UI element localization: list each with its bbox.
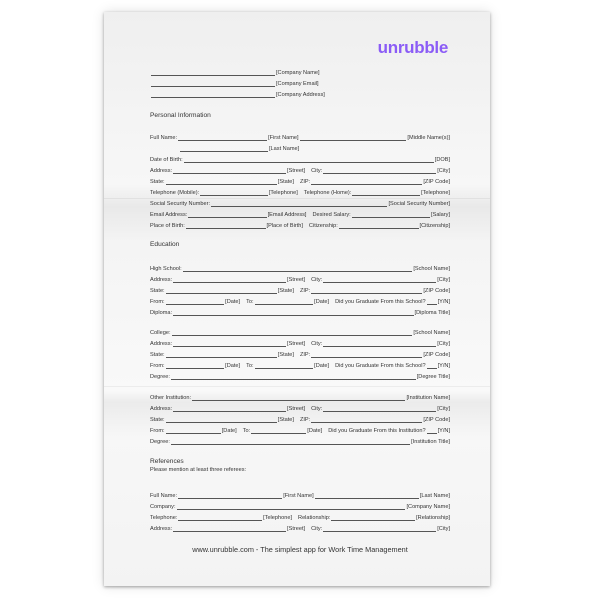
diploma-title-placeholder: [Diploma Title] <box>414 310 450 316</box>
graduate-question: Did you Graduate From this School? <box>335 363 426 369</box>
to-blank[interactable] <box>251 428 306 434</box>
middle-name-label: [Middle Name(s)] <box>407 135 450 141</box>
zip-blank[interactable] <box>311 417 422 423</box>
institution-blank[interactable] <box>192 395 405 401</box>
middle-name-blank[interactable] <box>300 135 407 141</box>
ssn-blank[interactable] <box>211 201 387 207</box>
inst-address-row <box>150 403 450 412</box>
citizenship-blank[interactable] <box>339 223 419 229</box>
full-name-label: Full Name: <box>150 135 178 141</box>
telephone-label: Telephone: <box>150 515 178 521</box>
pob-blank[interactable] <box>186 223 266 229</box>
telephone-blank[interactable] <box>178 515 262 521</box>
dob-blank[interactable] <box>184 157 434 163</box>
city-label: City: <box>311 277 323 283</box>
telephone-placeholder: [Telephone] <box>263 515 293 521</box>
citizenship-label: Citizenship: <box>308 223 338 229</box>
company-name-row <box>150 67 450 76</box>
city-placeholder: [City] <box>437 277 450 283</box>
relationship-label: Relationship: <box>298 515 331 521</box>
street-label: [Street] <box>287 168 306 174</box>
zip-blank[interactable] <box>311 179 422 185</box>
email-blank[interactable] <box>188 212 266 218</box>
tel-home-placeholder: [Telephone] <box>421 190 450 196</box>
ssn-placeholder: [Social Security Number] <box>388 201 450 207</box>
inst-dates-row <box>150 425 450 434</box>
company-blank[interactable] <box>177 504 406 510</box>
zip-label: ZIP: <box>299 288 311 294</box>
ssn-label: Social Security Number: <box>150 201 210 207</box>
city-placeholder: [City] <box>437 406 450 412</box>
state-label: State: <box>150 288 165 294</box>
street-label: [Street] <box>287 277 306 283</box>
company-address-row <box>150 89 450 98</box>
relationship-placeholder: [Relationship] <box>416 515 450 521</box>
high-school-blank[interactable] <box>183 266 413 272</box>
full-name-label: Full Name: <box>150 493 178 499</box>
from-blank[interactable] <box>166 428 221 434</box>
other-institution-row <box>150 392 450 401</box>
company-address-label: [Company Address] <box>276 92 325 98</box>
zip-placeholder: [ZIP Code] <box>423 417 451 423</box>
full-name-row <box>150 132 450 141</box>
yn-placeholder: [Y/N] <box>437 299 450 305</box>
paper-fold <box>104 386 490 387</box>
address-label: Address: <box>150 406 173 412</box>
street-blank[interactable] <box>173 277 286 283</box>
salary-placeholder: [Salary] <box>431 212 450 218</box>
salary-label: Desired Salary: <box>312 212 351 218</box>
address-row <box>150 165 450 174</box>
pob-row <box>150 220 450 229</box>
date-placeholder: [Date] <box>314 363 330 369</box>
graduate-question: Did you Graduate From this Institution? <box>328 428 426 434</box>
graduate-blank[interactable] <box>427 428 437 434</box>
last-name-label: [Last Name] <box>419 493 450 499</box>
company-name-blank[interactable] <box>151 70 275 76</box>
institution-name-placeholder: [Institution Name] <box>406 395 450 401</box>
company-email-blank[interactable] <box>151 81 275 87</box>
diploma-label: Diploma: <box>150 310 173 316</box>
to-label: To: <box>242 428 251 434</box>
first-name-label: [First Name] <box>268 135 299 141</box>
diploma-blank[interactable] <box>173 310 413 316</box>
date-placeholder: [Date] <box>307 428 323 434</box>
institution-title-placeholder: [Institution Title] <box>411 439 450 445</box>
email-salary-row <box>150 209 450 218</box>
company-email-label: [Company Email] <box>276 81 319 87</box>
state-placeholder: [State] <box>277 417 294 423</box>
street-blank[interactable] <box>173 526 286 532</box>
street-label: [Street] <box>287 406 306 412</box>
zip-blank[interactable] <box>311 352 422 358</box>
city-blank[interactable] <box>323 526 436 532</box>
tel-mobile-label: Telephone (Mobile): <box>150 190 200 196</box>
education-heading: Education <box>150 241 180 248</box>
from-label: From: <box>150 363 165 369</box>
degree-title-placeholder: [Degree Title] <box>416 374 450 380</box>
company-name-label: [Company Name] <box>276 70 320 76</box>
street-label: [Street] <box>287 526 306 532</box>
references-note-row <box>150 464 450 473</box>
from-blank[interactable] <box>166 363 225 369</box>
degree-blank[interactable] <box>171 439 410 445</box>
inst-state-row <box>150 414 450 423</box>
city-placeholder: [City] <box>437 341 450 347</box>
dob-label: Date of Birth: <box>150 157 183 163</box>
personal-info-heading: Personal Information <box>150 112 211 119</box>
state-blank[interactable] <box>166 417 277 423</box>
city-placeholder: [City] <box>437 526 450 532</box>
last-name-blank[interactable] <box>180 146 268 152</box>
first-name-blank[interactable] <box>178 135 267 141</box>
city-blank[interactable] <box>323 406 436 412</box>
state-placeholder: [State] <box>277 288 294 294</box>
ref-company-row <box>150 501 450 510</box>
city-label: City: <box>311 341 323 347</box>
graduate-question: Did you Graduate From this School? <box>335 299 426 305</box>
college-address-row <box>150 338 450 347</box>
graduate-blank[interactable] <box>427 363 437 369</box>
form-page <box>104 12 490 586</box>
from-blank[interactable] <box>166 299 225 305</box>
from-label: From: <box>150 299 165 305</box>
company-address-blank[interactable] <box>151 92 275 98</box>
email-placeholder: [Email Address] <box>267 212 307 218</box>
high-school-row <box>150 263 450 272</box>
last-name-row <box>150 143 450 152</box>
state-blank[interactable] <box>166 352 277 358</box>
ssn-row <box>150 198 450 207</box>
dob-row <box>150 154 450 163</box>
zip-placeholder: [ZIP Code] <box>423 352 451 358</box>
to-label: To: <box>246 299 254 305</box>
brand-logo: unrubble <box>377 38 448 57</box>
city-placeholder: [City] <box>437 168 450 174</box>
relationship-blank[interactable] <box>331 515 415 521</box>
to-blank[interactable] <box>255 299 314 305</box>
state-label: State: <box>150 352 165 358</box>
tel-home-label: Telephone (Home): <box>303 190 352 196</box>
zip-placeholder: [ZIP Code] <box>423 179 451 185</box>
yn-placeholder: [Y/N] <box>437 363 450 369</box>
hs-state-row <box>150 285 450 294</box>
address-label: Address: <box>150 526 173 532</box>
college-dates-row <box>150 360 450 369</box>
zip-blank[interactable] <box>311 288 422 294</box>
other-institution-label: Other Institution: <box>150 395 192 401</box>
date-placeholder: [Date] <box>221 428 237 434</box>
state-label: State: <box>150 179 165 185</box>
company-label: Company: <box>150 504 176 510</box>
tel-home-blank[interactable] <box>352 190 420 196</box>
dob-placeholder: [DOB] <box>434 157 450 163</box>
hs-dates-row <box>150 296 450 305</box>
ref-telephone-row <box>150 512 450 521</box>
state-row <box>150 176 450 185</box>
degree-label: Degree: <box>150 374 170 380</box>
references-note: Please mention at least three referees: <box>150 467 247 473</box>
pob-placeholder: [Place of Birth] <box>266 223 303 229</box>
degree-blank[interactable] <box>171 374 416 380</box>
last-name-blank[interactable] <box>315 493 419 499</box>
city-label: City: <box>311 168 323 174</box>
tel-mobile-placeholder: [Telephone] <box>268 190 298 196</box>
city-blank[interactable] <box>323 277 436 283</box>
hs-address-row <box>150 274 450 283</box>
state-placeholder: [State] <box>277 352 294 358</box>
graduate-blank[interactable] <box>427 299 437 305</box>
first-name-blank[interactable] <box>178 493 282 499</box>
last-name-label: [Last Name] <box>269 146 300 152</box>
state-label: State: <box>150 417 165 423</box>
citizenship-placeholder: [Citizenship] <box>419 223 451 229</box>
state-placeholder: [State] <box>277 179 294 185</box>
inst-degree-row <box>150 436 450 445</box>
address-label: Address: <box>150 341 173 347</box>
college-row <box>150 327 450 336</box>
telephone-row <box>150 187 450 196</box>
date-placeholder: [Date] <box>225 299 241 305</box>
street-blank[interactable] <box>173 341 286 347</box>
city-label: City: <box>311 406 323 412</box>
state-blank[interactable] <box>166 179 277 185</box>
email-label: Email Address: <box>150 212 188 218</box>
company-name-placeholder: [Company Name] <box>406 504 450 510</box>
zip-label: ZIP: <box>299 417 311 423</box>
to-label: To: <box>246 363 254 369</box>
references-heading: References <box>150 458 184 465</box>
ref-name-row <box>150 490 450 499</box>
school-name-placeholder: [School Name] <box>413 266 450 272</box>
state-blank[interactable] <box>166 288 277 294</box>
footer-text: www.unrubble.com - The simplest app for Work Time Management <box>192 545 408 554</box>
yn-placeholder: [Y/N] <box>437 428 450 434</box>
city-blank[interactable] <box>323 341 436 347</box>
college-blank[interactable] <box>172 330 413 336</box>
street-blank[interactable] <box>173 406 286 412</box>
pob-label: Place of Birth: <box>150 223 185 229</box>
college-state-row <box>150 349 450 358</box>
zip-label: ZIP: <box>299 179 311 185</box>
address-label: Address: <box>150 277 173 283</box>
company-email-row <box>150 78 450 87</box>
city-label: City: <box>311 526 323 532</box>
school-name-placeholder: [School Name] <box>413 330 450 336</box>
high-school-label: High School: <box>150 266 182 272</box>
degree-label: Degree: <box>150 439 170 445</box>
college-label: College: <box>150 330 171 336</box>
first-name-label: [First Name] <box>283 493 314 499</box>
from-label: From: <box>150 428 165 434</box>
date-placeholder: [Date] <box>225 363 241 369</box>
street-blank[interactable] <box>173 168 286 174</box>
tel-mobile-blank[interactable] <box>200 190 268 196</box>
to-blank[interactable] <box>255 363 314 369</box>
zip-placeholder: [ZIP Code] <box>423 288 451 294</box>
degree-row <box>150 371 450 380</box>
ref-address-row <box>150 523 450 532</box>
address-label: Address: <box>150 168 173 174</box>
zip-label: ZIP: <box>299 352 311 358</box>
city-blank[interactable] <box>323 168 436 174</box>
date-placeholder: [Date] <box>314 299 330 305</box>
diploma-row <box>150 307 450 316</box>
salary-blank[interactable] <box>352 212 430 218</box>
street-label: [Street] <box>287 341 306 347</box>
